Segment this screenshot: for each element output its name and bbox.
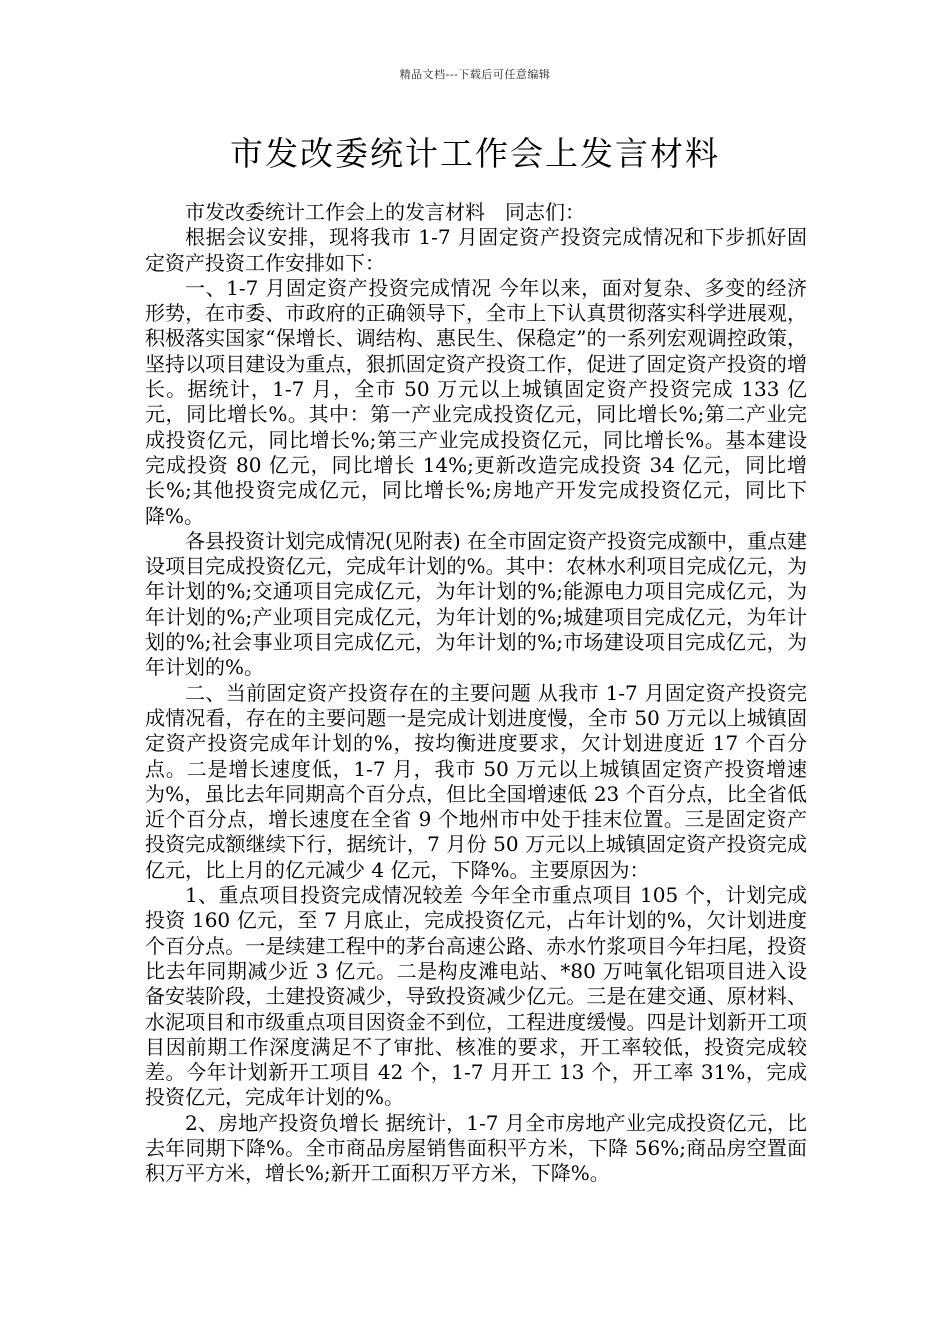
paragraph-key-projects: 1、重点项目投资完成情况较差 今年全市重点项目 105 个，计划完成投资 160 亿元，至 7 月底止，完成投资亿元，占年计划的%，欠计划进度个百分点。一是续建工程中的茅台高速公路、赤水竹浆项目今年扫尾，投资比去年同期减少近 3 亿元。二是构皮滩电站、*80 万吨氧化铝项目进入设备安装阶段，土建投资减少，导致投资减少亿元。三是在建交通、原材料、水泥项目和市级重点项目因资金不到位，工程进度缓慢。四是计划新开工项目因前期工作深度满足不了审批、核准的要求，开工率较低，投资完成较差。今年计划新开工项目 42 个，1-7 月开工 13 个，开工率 31%，完成投资亿元，完成年计划的%。 [145, 883, 807, 1110]
document-body [145, 200, 807, 1187]
document-title: 市发改委统计工作会上发言材料 [230, 134, 720, 173]
paragraph-county-plans: 各县投资计划完成情况(见附表) 在全市固定资产投资完成额中，重点建设项目完成投资亿元，完成年计划的%。其中：农林水利项目完成亿元，为年计划的%;交通项目完成亿元，为年计划的%;能源电力项目完成亿元，为年计划的%;产业项目完成亿元，为年计划的%;城建项目完成亿元，为年计划的%;社会事业项目完成亿元，为年计划的%;市场建设项目完成亿元，为年计划的%。 [145, 528, 807, 680]
paragraph-section-2: 二、当前固定资产投资存在的主要问题 从我市 1-7 月固定资产投资完成情况看，存在的主要问题一是完成计划进度慢，全市 50 万元以上城镇固定资产投资完成年计划的%，按均衡进度要求，欠计划进度近 17 个百分点。二是增长速度低，1-7 月，我市 50 万元以上城镇固定资产投资增速为%，虽比去年同期高个百分点，但比全国增速低 23 个百分点，比全省低近个百分点，增长速度在全省 9 个地州市中处于挂末位置。三是固定资产投资完成额继续下行，据统计，7 月份 50 万元以上城镇固定资产投资完成亿元，比上月的亿元减少 4 亿元，下降%。主要原因为： [145, 680, 807, 882]
paragraph-intro: 根据会议安排，现将我市 1-7 月固定资产投资完成情况和下步抓好固定资产投资工作安排如下： [145, 225, 807, 275]
header-note: 精品文档---下载后可任意编辑 [399, 68, 551, 81]
paragraph-greeting: 市发改委统计工作会上的发言材料 同志们： [185, 200, 585, 224]
paragraph-real-estate: 2、房地产投资负增长 据统计，1-7 月全市房地产业完成投资亿元，比去年同期下降%。全市商品房屋销售面积平方米，下降 56%;商品房空置面积万平方米，增长%;新开工面积万平方米，下降%。 [145, 1110, 807, 1186]
paragraph-section-1: 一、1-7 月固定资产投资完成情况 今年以来，面对复杂、多变的经济形势，在市委、市政府的正确领导下，全市上下认真贯彻落实科学进展观，积极落实国家“保增长、调结构、惠民生、保稳定”的一系列宏观调控政策，坚持以项目建设为重点，狠抓固定资产投资工作，促进了固定资产投资的增长。据统计，1-7 月，全市 50 万元以上城镇固定资产投资完成 133 亿元，同比增长%。其中：第一产业完成投资亿元，同比增长%;第二产业完成投资亿元，同比增长%;第三产业完成投资亿元，同比增长%。基本建设完成投资 80 亿元，同比增长 14%;更新改造完成投资 34 亿元，同比增长%;其他投资完成亿元，同比增长%;房地产开发完成投资亿元，同比下降%。 [145, 275, 807, 528]
